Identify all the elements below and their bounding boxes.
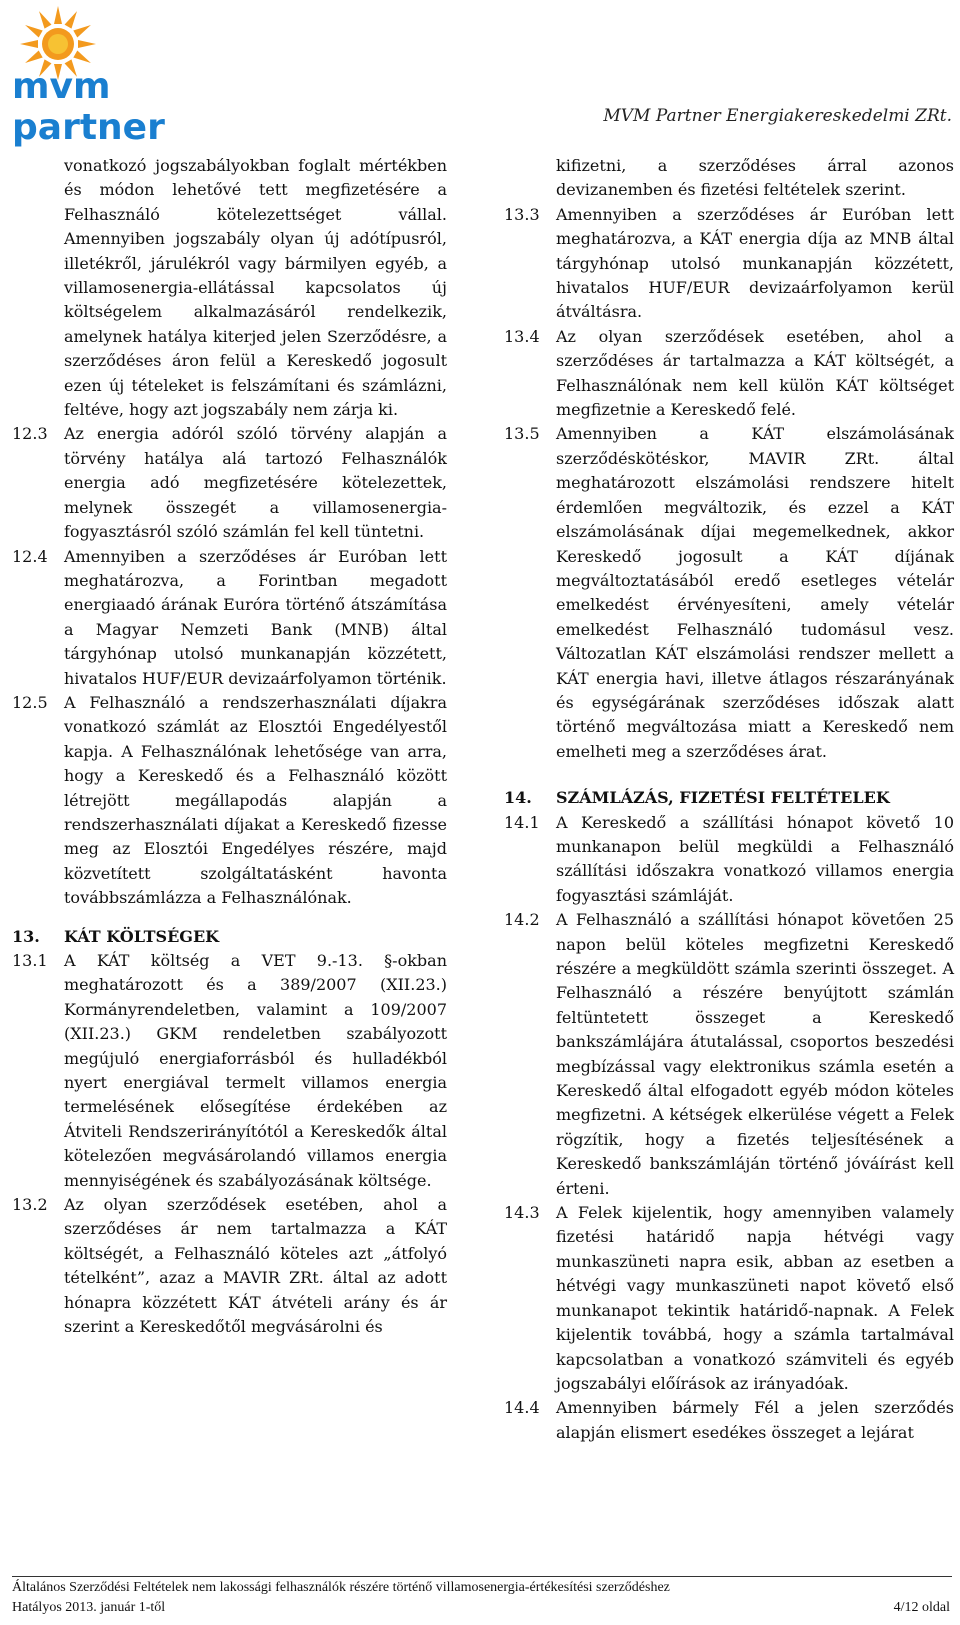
clause-number: 13.5	[504, 424, 540, 444]
clause-number: 12.5	[12, 692, 48, 712]
section-title: KÁT KÖLTSÉGEK	[64, 926, 220, 946]
clause-13-4	[504, 325, 954, 423]
clause-text: A KÁT költség a VET 9.-13. §-okban meghatározott és a 389/2007 (XII.23.) Kormányrendeletben, valamint a 109/2007 (XII.23.) GKM rendeletben szabályozott megújuló energiaforrásból és hulladékból nyert energiával termelt villamos energia termelésének elősegítése érdekében az Átviteli Rendszerirányítótól a Kereskedők által kötelezően megvásárolandó villamos energia mennyiségének és szabályozásának költsége.	[64, 951, 447, 1190]
footer-effective-date: Hatályos 2013. január 1-től	[12, 1600, 166, 1615]
clause-number: 13.1	[12, 951, 48, 970]
clause-number: 14.3	[504, 1203, 540, 1223]
company-name: MVM Partner Energiakereskedelmi ZRt.	[603, 106, 952, 126]
right-column	[504, 154, 954, 1445]
clause-text: A Kereskedő a szállítási hónapot követő 10 munkanapon belül megküldi a Felhasználó szállítási időszakra vonatkozó villamos energia fogyasztási számláját.	[556, 812, 954, 905]
clause-text: A Felhasználó a szállítási hónapot követően 25 napon belül köteles megfizetni Kereskedő részére a megküldött számla szerinti összeget. A Felhasználó a részére benyújtott számlán feltüntetett összeget a Kereskedő bankszámlájára átutalással, csoportos beszedési megbízással vagy elektronikus számla esetén a Kereskedő által elfogadott egyéb módon köteles megfizetni. A kétségek elkerülése végett a Felek rögzítik, hogy a fizetés teljesítésének a Kereskedő bankszámláján történő jóváírást kell érteni.	[556, 910, 954, 1198]
section-heading-14	[504, 786, 954, 810]
clause-number: 14.2	[504, 910, 540, 930]
clause-text: A Felek kijelentik, hogy amennyiben valamely fizetési határidő napja hétvégi vagy munkaszüneti napra esik, abban az esetben a hétvégi vagy munkaszüneti napot követő első munkanapot tekintik határidő-napnak. A Felek kijelentik továbbá, hogy a számla tartalmával kapcsolatban a vonatkozó számviteli és egyéb jogszabályi előírások az irányadóak.	[556, 1203, 954, 1393]
clause-text: Az energia adóról szóló törvény alapján a törvény hatálya alá tartozó Felhasználók energia adó megfizetésére kötelezettek, melynek összegét a villamosenergia-fogyasztásról szóló számlán fel kell tüntetni.	[64, 424, 447, 542]
clause-13-5	[504, 422, 954, 764]
clause-number: 13.3	[504, 204, 540, 224]
clause-number: 13.4	[504, 326, 540, 346]
clause-number: 12.4	[12, 546, 48, 566]
section-heading-13	[12, 925, 447, 949]
clause-14-4	[504, 1396, 954, 1445]
mvm-partner-logo	[6, 4, 246, 148]
clause-12-4	[12, 545, 447, 691]
clause-text: Amennyiben bármely Fél a jelen szerződés alapján elismert esedékes összeget a lejárat	[556, 1398, 954, 1442]
logo-text: mvm partner	[12, 66, 165, 148]
page-number: 4/12 oldal	[893, 1600, 950, 1615]
clause-text: Az olyan szerződések esetében, ahol a szerződéses ár tartalmazza a KÁT költségét, a Felhasználónak nem kell külön KÁT költséget megfizetnie a Kereskedő felé.	[556, 326, 954, 420]
clause-text: A Felhasználó a rendszerhasználati díjakra vonatkozó számlát az Elosztói Engedélyestől kapja. A Felhasználónak lehetősége van arra, hogy a Kereskedő és a Felhasználó között létrejött megállapodás alapján a rendszerhasználati díjakat a Kereskedő fizesse meg az Elosztói Engedélyes részére, majd közvetített szolgáltatásként havonta továbbszámlázza a Felhasználónak.	[64, 692, 447, 908]
clause-number: 12.3	[12, 424, 48, 444]
clause-13-1	[12, 949, 447, 1193]
section-title: SZÁMLÁZÁS, FIZETÉSI FELTÉTELEK	[556, 788, 890, 808]
clause-text: Az olyan szerződések esetében, ahol a szerződéses ár nem tartalmazza a KÁT költségét, a Felhasználó köteles azt „átfolyó tételként”, azaz a MAVIR ZRt. által az adott hónapra közzétett KÁT átvételi arány és ár szerint a Kereskedőtől megvásárolni és	[64, 1195, 447, 1337]
footer-divider	[12, 1576, 952, 1577]
clause-number: 14.4	[504, 1398, 540, 1418]
clause-13-3	[504, 203, 954, 325]
clause-12-5	[12, 691, 447, 911]
clause-13-2	[12, 1193, 447, 1339]
clause-14-3	[504, 1201, 954, 1396]
clause-text: Amennyiben a szerződéses ár Euróban lett meghatározva, a Forintban megadott energiaadó árának Euróra történő átszámítása a Magyar Nemzeti Bank (MNB) által tárgyhónap utolsó munkanapján közzétett, hivatalos HUF/EUR devizaárfolyamon történik.	[64, 546, 447, 688]
left-column	[12, 154, 447, 1340]
continued-paragraph: vonatkozó jogszabályokban foglalt mértékben és módon lehetővé tett megfizetésére a Felhasználó kötelezettséget vállal. Amennyiben jogszabály olyan új adótípusról, illetékről, járulékról vagy bármilyen egyéb, a villamosenergia-ellátással kapcsolatos új költségelem alkalmazásáról rendelkezik, amelynek hatálya kiterjed jelen Szerződésre, a szerződéses áron felül a Kereskedő jogosult ezen új tételeket is felszámítani és számlázni, feltéve, hogy azt jogszabály nem zárja ki.	[64, 156, 447, 420]
clause-number: 14.1	[504, 812, 540, 832]
clause-text: Amennyiben a szerződéses ár Euróban lett meghatározva, a KÁT energia díja az MNB által tárgyhónap utolsó munkanapján közzétett, hivatalos HUF/EUR devizaárfolyamon kerül átváltásra.	[556, 204, 954, 322]
clause-12-3	[12, 422, 447, 544]
section-number: 14.	[504, 788, 532, 808]
clause-text: Amennyiben a KÁT elszámolásának szerződéskötéskor, MAVIR ZRt. által meghatározott elszámolási rendszere hitelt érdemlően megváltozik, és ezzel a KÁT elszámolásának díjai megemelkednek, akkor Kereskedő jogosult a KÁT díjának megváltoztatásából eredő esetleges vételár emelkedést érvényesíteni, amely vételár emelkedést Felhasználó tudomásul vesz. Változatlan KÁT elszámolási rendszer mellett a KÁT energia havi, illetve átlagos részarányának és egységárának szerződéses időszak alatt történő megváltozása miatt a Kereskedő nem emelheti meg a szerződéses árat.	[556, 424, 954, 761]
clause-14-1	[504, 811, 954, 909]
section-number: 13.	[12, 926, 40, 946]
footer-document-title: Általános Szerződési Feltételek nem lakossági felhasználók részére történő villamosenergia-értékesítési szerződéshez	[12, 1580, 670, 1595]
clause-number: 13.2	[12, 1195, 48, 1215]
clause-14-2	[504, 908, 954, 1201]
continued-paragraph: kifizetni, a szerződéses árral azonos devizanemben és fizetési feltételek szerint.	[556, 156, 954, 200]
